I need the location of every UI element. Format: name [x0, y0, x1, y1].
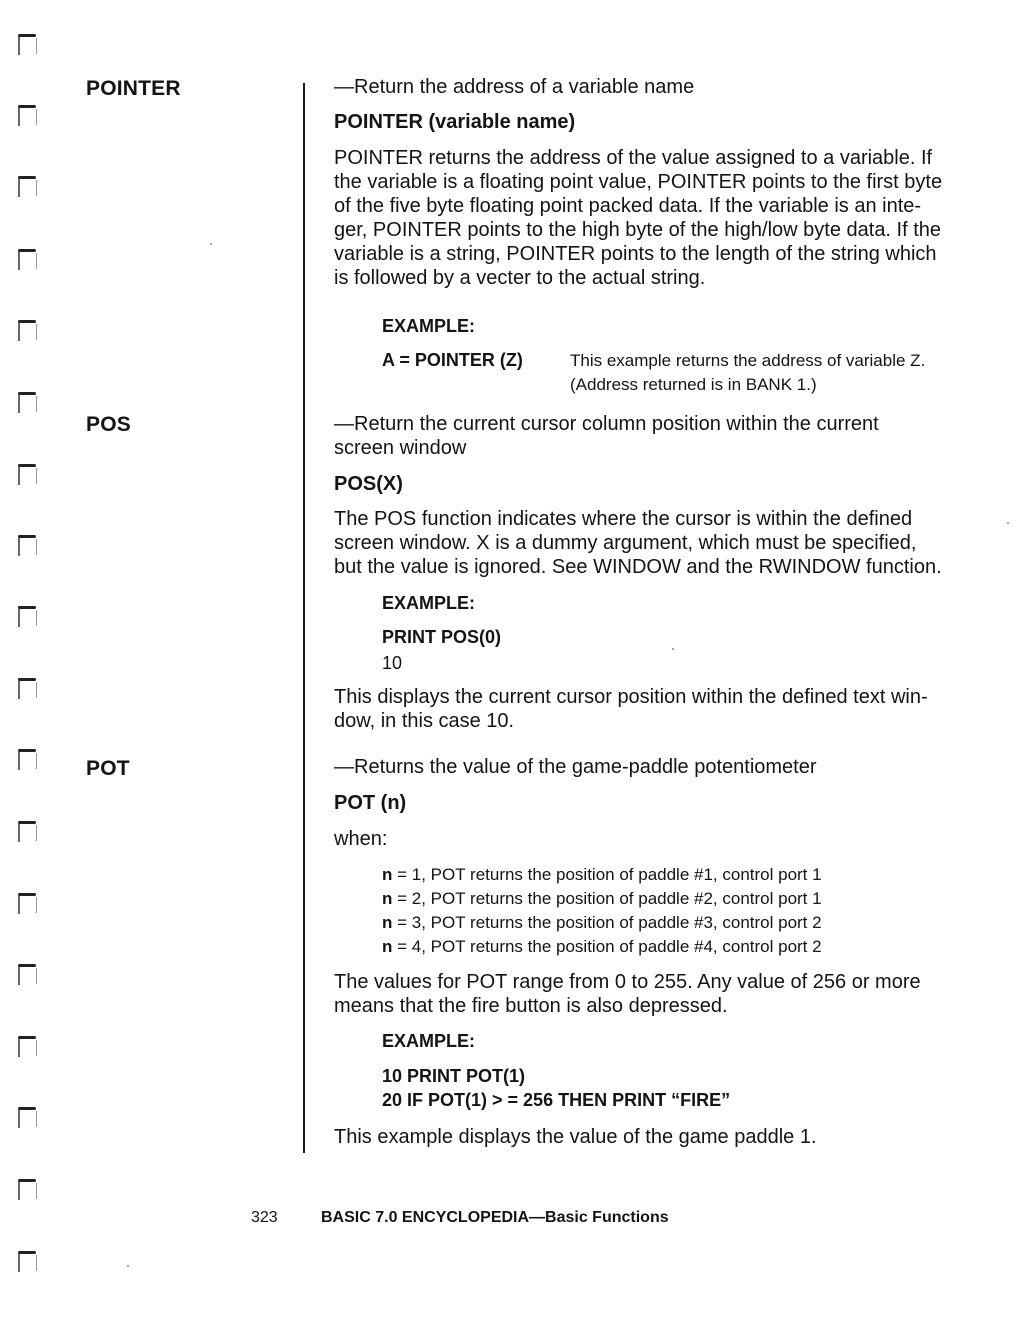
case-n: n	[382, 865, 393, 884]
binding-rings	[0, 0, 60, 1325]
ring-icon	[18, 1036, 38, 1064]
ring-icon	[18, 464, 38, 492]
pot-example-label: EXAMPLE:	[382, 1031, 476, 1051]
ring-icon	[18, 749, 38, 777]
pot-case	[382, 935, 822, 959]
pos-example-output: 10	[382, 653, 403, 673]
ring-icon	[18, 678, 38, 706]
case-text: = 4, POT returns the position of paddle #4, control port 2	[392, 937, 822, 956]
text-line: of the five byte floating point packed data. If the variable is an inte-	[334, 195, 922, 217]
ring-icon	[18, 176, 38, 204]
pos-after-text: This displays the current cursor position within the defined text win-	[334, 686, 928, 708]
print-speck	[1007, 522, 1009, 524]
text-line: variable is a string, POINTER points to the length of the string which	[334, 243, 937, 265]
pos-example-label: EXAMPLE:	[382, 593, 476, 613]
pointer-syntax: POINTER (variable name)	[334, 111, 576, 133]
pointer-example-note: This example returns the address of variable Z.	[570, 351, 926, 370]
pos-example-code: PRINT POS(0)	[382, 627, 502, 647]
text-line: ger, POINTER points to the high byte of the high/low byte data. If the	[334, 219, 942, 241]
ring-icon	[18, 249, 38, 277]
ring-icon	[18, 606, 38, 634]
page-number: 323	[251, 1209, 278, 1226]
keyword-pot: POT	[86, 757, 130, 780]
print-speck	[210, 243, 212, 245]
case-text: = 1, POT returns the position of paddle #1, control port 1	[392, 865, 822, 884]
running-footer-title: BASIC 7.0 ENCYCLOPEDIA—Basic Functions	[321, 1209, 669, 1226]
ring-icon	[18, 964, 38, 992]
pos-summary-2: screen window	[334, 437, 467, 459]
text-line: but the value is ignored. See WINDOW and the RWINDOW function.	[334, 556, 942, 578]
text-line: The POS function indicates where the cursor is within the defined	[334, 508, 913, 530]
text-line: is followed by a vecter to the actual string.	[334, 267, 706, 289]
ring-icon	[18, 105, 38, 133]
pot-example-code-2: 20 IF POT(1) > = 256 THEN PRINT “FIRE”	[382, 1090, 731, 1110]
ring-icon	[18, 893, 38, 921]
pointer-summary: —Return the address of a variable name	[334, 76, 695, 98]
pos-syntax: POS(X)	[334, 473, 403, 495]
pot-when: when:	[334, 828, 388, 850]
pos-summary: —Return the current cursor column position within the current	[334, 413, 879, 435]
ring-icon	[18, 34, 38, 62]
case-n: n	[382, 913, 393, 932]
pointer-example-code: A = POINTER (Z)	[382, 350, 523, 370]
ring-icon	[18, 320, 38, 348]
ring-icon	[18, 1251, 38, 1279]
text-line: POINTER returns the address of the value assigned to a variable. If	[334, 147, 933, 169]
pot-case	[382, 863, 822, 887]
ring-icon	[18, 392, 38, 420]
pointer-example-label: EXAMPLE:	[382, 316, 476, 336]
ring-icon	[18, 535, 38, 563]
case-n: n	[382, 889, 393, 908]
pot-range-text: The values for POT range from 0 to 255. Any value of 256 or more	[334, 971, 921, 993]
pos-after-text-2: dow, in this case 10.	[334, 710, 515, 732]
column-divider	[303, 83, 305, 1153]
pot-closing: This example displays the value of the game paddle 1.	[334, 1126, 817, 1148]
text-line: the variable is a floating point value, POINTER points to the first byte	[334, 171, 943, 193]
case-text: = 3, POT returns the position of paddle #3, control port 2	[392, 913, 822, 932]
case-n: n	[382, 937, 393, 956]
keyword-pos: POS	[86, 413, 131, 436]
text-line: screen window. X is a dummy argument, which must be specified,	[334, 532, 917, 554]
print-speck	[127, 1265, 129, 1267]
keyword-pointer: POINTER	[86, 77, 181, 100]
pot-summary: —Returns the value of the game-paddle potentiometer	[334, 756, 817, 778]
pot-case	[382, 887, 822, 911]
pot-case	[382, 911, 822, 935]
ring-icon	[18, 1179, 38, 1207]
pointer-example-note-2: (Address returned is in BANK 1.)	[570, 375, 817, 394]
print-speck	[672, 648, 674, 650]
case-text: = 2, POT returns the position of paddle #2, control port 1	[392, 889, 822, 908]
pot-syntax: POT (n)	[334, 792, 407, 814]
ring-icon	[18, 821, 38, 849]
pot-example-code-1: 10 PRINT POT(1)	[382, 1066, 526, 1086]
ring-icon	[18, 1107, 38, 1135]
pot-range-text-2: means that the fire button is also depressed.	[334, 995, 728, 1017]
